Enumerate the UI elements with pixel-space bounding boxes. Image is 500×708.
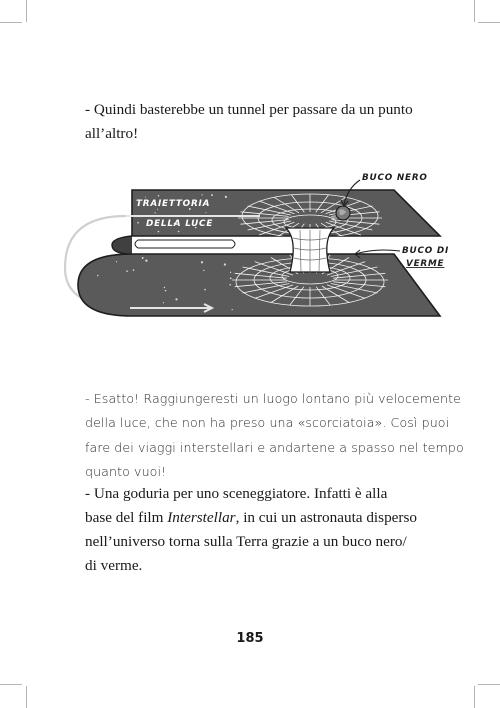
crop-mark: [0, 684, 22, 685]
wormhole-illustration: [60, 168, 450, 348]
star: [224, 263, 226, 265]
crop-mark: [26, 686, 27, 708]
text-line: all’altro!: [85, 125, 139, 142]
star: [201, 261, 203, 263]
crop-mark: [474, 0, 475, 22]
text-line: di verme.: [85, 557, 143, 574]
label-trajectory-2: DELLA LUCE: [146, 219, 214, 229]
text-line: fare dei viaggi interstellari e andartene a spasso nel tempo: [85, 439, 464, 455]
star: [164, 287, 165, 288]
star: [211, 194, 213, 196]
star: [232, 309, 233, 310]
star: [230, 278, 232, 280]
upper-sheet: [132, 190, 440, 236]
star: [205, 212, 206, 213]
label-wormhole-2: VERME: [406, 259, 445, 269]
crop-mark: [474, 686, 475, 708]
star: [158, 195, 160, 197]
star: [204, 289, 206, 291]
star: [178, 231, 180, 233]
star: [133, 269, 135, 271]
text-fragment: base del film: [85, 509, 168, 526]
star: [158, 231, 160, 233]
label-black-hole: BUCO NERO: [362, 173, 428, 183]
crop-mark: [478, 22, 500, 23]
page-number: 185: [236, 631, 264, 646]
star: [230, 272, 231, 273]
label-white-hole: BUCO BIANCO: [362, 324, 440, 334]
label-trajectory-1: TRAIETTORIA: [136, 199, 211, 209]
crop-mark: [0, 22, 22, 23]
star: [175, 298, 177, 300]
dialogue-comment: [85, 482, 420, 578]
film-title: Interstellar: [167, 509, 236, 526]
star: [225, 196, 227, 198]
star: [154, 212, 155, 213]
star: [145, 260, 147, 262]
pointer-white-hole: [350, 320, 356, 334]
light-strip: [135, 240, 235, 248]
star: [163, 302, 164, 303]
text-line: - Quindi basterebbe un tunnel per passare da un punto: [85, 101, 413, 118]
crop-mark: [478, 684, 500, 685]
star: [229, 284, 231, 286]
star: [116, 261, 117, 262]
star: [145, 197, 146, 198]
label-wormhole-1: BUCO DI: [402, 246, 450, 256]
star: [203, 270, 204, 271]
dialogue-question: [85, 98, 420, 146]
text-fragment: , in cui un astronauta disperso: [235, 509, 417, 526]
text-line: della luce, che non ha preso una «scorciatoia». Così puoi: [85, 415, 450, 431]
text-line: - Esatto! Raggiungeresti un luogo lontano più velocemente: [85, 391, 462, 406]
star: [201, 194, 202, 195]
star: [142, 257, 144, 259]
star: [97, 275, 99, 277]
text-line: [85, 506, 420, 530]
text-line: - Una goduria per uno sceneggiatore. Infatti è alla: [85, 485, 388, 502]
crop-mark: [26, 0, 27, 22]
text-line: nell’universo torna sulla Terra grazie a un buco nero/: [85, 533, 407, 550]
dialogue-answer: [85, 387, 464, 485]
star: [137, 222, 139, 224]
star: [165, 290, 167, 292]
sheet-fold: [112, 236, 132, 254]
star: [126, 270, 128, 272]
text-line: quanto vuoi!: [85, 464, 167, 480]
